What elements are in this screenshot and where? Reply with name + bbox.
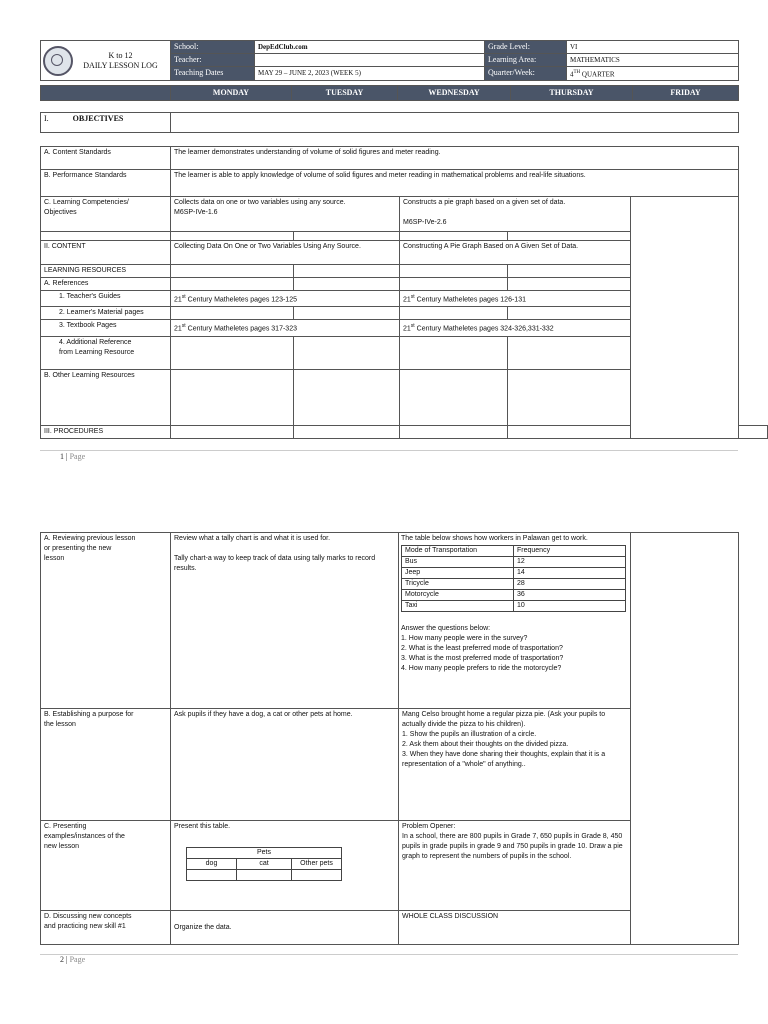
- objectives-content-cell: [171, 113, 739, 133]
- day-friday: FRIDAY: [633, 86, 739, 101]
- competencies-monday: Collects data on one or two variables using any source. M6SP-IVe-1.6: [171, 197, 400, 232]
- content-wednesday: Constructing A Pie Graph Based on A Given Set of Data.: [400, 241, 631, 265]
- discussing-wednesday: WHOLE CLASS DISCUSSION: [399, 911, 631, 945]
- discussing-label: D. Discussing new concepts and practicing new skill #1: [41, 911, 171, 945]
- days-corner: [41, 86, 171, 101]
- transport-table: [401, 545, 626, 612]
- lm-mon: [171, 307, 294, 320]
- day-monday: MONDAY: [171, 86, 292, 101]
- days-header: [40, 85, 739, 101]
- ref-mon: [171, 278, 294, 291]
- transport-frequency: 36: [514, 590, 626, 601]
- pr-tue: [294, 425, 400, 438]
- competencies-spacer-thu: [508, 232, 631, 241]
- table-row: [402, 568, 626, 579]
- textbook-pages-wednesday: 21st Century Matheletes pages 324-326,331-332: [400, 320, 631, 336]
- ar-thu: [508, 336, 631, 369]
- header-block: [40, 40, 739, 81]
- page2-main: [40, 532, 739, 945]
- competencies-spacer: [41, 232, 171, 241]
- dates-value: MAY 29 – JUNE 2, 2023 (WEEK 5): [255, 67, 485, 81]
- page2-footer-rule: [40, 954, 738, 955]
- grade-label: Grade Level:: [485, 41, 567, 54]
- teachers-guides-wednesday: 21st Century Matheletes pages 126-131: [400, 291, 631, 307]
- header-title-line1: K to 12: [108, 50, 133, 60]
- teacher-value: [255, 54, 485, 67]
- performance-standards-label: B. Performance Standards: [41, 170, 171, 197]
- page2-friday-column: [631, 533, 739, 945]
- content-monday: Collecting Data On One or Two Variables Using Any Source.: [171, 241, 400, 265]
- presenting-monday-text: Present this table.: [174, 823, 231, 830]
- transport-mode: Taxi: [402, 601, 514, 612]
- pr-thu: [508, 425, 631, 438]
- or-thu: [508, 369, 631, 425]
- transport-header-mode: Mode of Transportation: [402, 546, 514, 557]
- day-tuesday: TUESDAY: [292, 86, 398, 101]
- pets-cell: [292, 870, 342, 881]
- other-resources-label: B. Other Learning Resources: [41, 369, 171, 425]
- table-row: [402, 557, 626, 568]
- ar-tue: [294, 336, 400, 369]
- textbook-pages-label: 3. Textbook Pages: [41, 320, 171, 336]
- purpose-label: B. Establishing a purpose for the lesson: [41, 709, 171, 821]
- pets-title: Pets: [187, 848, 342, 859]
- objectives-table: [40, 112, 739, 133]
- learners-material-label: 2. Learner's Material pages: [41, 307, 171, 320]
- or-mon: [171, 369, 294, 425]
- procedures-label: III. PROCEDURES: [41, 425, 171, 438]
- objectives-section: [40, 112, 739, 133]
- lr-wed: [400, 265, 508, 278]
- area-value: MATHEMATICS: [567, 54, 739, 67]
- presenting-wednesday: Problem Opener: In a school, there are 800 pupils in Grade 7, 650 pupils in Grade 8, 450 pupils in grade pupils in grade 9 and 750 pupils in grade 10. Draw a pie graph to represent the numbers of pupils in the school.: [399, 821, 631, 911]
- content-standards-text: The learner demonstrates understanding of volume of solid figures and meter reading.: [171, 147, 739, 170]
- transport-mode: Motorcycle: [402, 590, 514, 601]
- quarter-value: 4TH QUARTER: [567, 67, 739, 81]
- lr-thu: [508, 265, 631, 278]
- teachers-guides-monday: 21st Century Matheletes pages 123-125: [171, 291, 400, 307]
- transport-mode: Bus: [402, 557, 514, 568]
- lr-mon: [171, 265, 294, 278]
- lm-wed: [400, 307, 508, 320]
- transport-mode: Tricycle: [402, 579, 514, 590]
- table-row: [402, 590, 626, 601]
- school-value: DepEdClub.com: [255, 41, 485, 54]
- purpose-wednesday: Mang Celso brought home a regular pizza pie. (Ask your pupils to actually divide the pizza to his children). 1. Show the pupils an illustration of a circle. 2. Ask them about their thoughts on the divided pizza. 3. When they have done sharing their thoughts, explain that it is a representation of a "whole" of anything..: [399, 709, 631, 821]
- deped-seal-icon: [43, 46, 73, 76]
- transport-frequency: 12: [514, 557, 626, 568]
- discussing-monday: Organize the data.: [171, 911, 399, 945]
- page1-table: [40, 146, 768, 439]
- ref-thu: [508, 278, 631, 291]
- pets-header-cat: cat: [237, 859, 292, 870]
- page2-footer: 2 | Page: [60, 955, 86, 964]
- ar-wed: [400, 336, 508, 369]
- pets-header-other: Other pets: [292, 859, 342, 870]
- purpose-monday: Ask pupils if they have a dog, a cat or other pets at home.: [171, 709, 399, 821]
- reviewing-label: A. Reviewing previous lesson or presenting the new lesson: [41, 533, 171, 709]
- competencies-label: C. Learning Competencies/ Objectives: [41, 197, 171, 232]
- competencies-spacer-mon: [171, 232, 294, 241]
- teachers-guides-label: 1. Teacher's Guides: [41, 291, 171, 307]
- pr-fri: [739, 425, 768, 438]
- references-label: A. References: [41, 278, 171, 291]
- day-thursday: THURSDAY: [511, 86, 633, 101]
- header-title-line2: DAILY LESSON LOG: [83, 60, 158, 70]
- lm-tue: [294, 307, 400, 320]
- ar-mon: [171, 336, 294, 369]
- textbook-pages-monday: 21st Century Matheletes pages 317-323: [171, 320, 400, 336]
- pets-table: [186, 847, 342, 881]
- presenting-label: C. Presenting examples/instances of the new lesson: [41, 821, 171, 911]
- dates-label: Teaching Dates: [171, 67, 255, 81]
- page1-footer-rule: [40, 450, 738, 451]
- header-table: [40, 40, 739, 81]
- or-wed: [400, 369, 508, 425]
- pets-cell: [187, 870, 237, 881]
- pets-cell: [237, 870, 292, 881]
- content-standards-label: A. Content Standards: [41, 147, 171, 170]
- content-label: II. CONTENT: [41, 241, 171, 265]
- teacher-label: Teacher:: [171, 54, 255, 67]
- ref-wed: [400, 278, 508, 291]
- days-table: [40, 85, 739, 101]
- transport-frequency: 10: [514, 601, 626, 612]
- page1-main: [40, 146, 768, 439]
- pr-wed: [400, 425, 508, 438]
- transport-questions: Answer the questions below: 1. How many people were in the survey? 2. What is the least preferred mode of trasportation? 3. What is the most preferred mode of trasportation? 4. How many people prefers to ride the motorcycle?: [401, 625, 564, 672]
- page1-footer: 1 | Page: [60, 452, 86, 461]
- day-wednesday: WEDNESDAY: [398, 86, 511, 101]
- competencies-wednesday: Constructs a pie graph based on a given set of data. M6SP-IVe-2.6: [400, 197, 631, 232]
- pets-header-dog: dog: [187, 859, 237, 870]
- reviewing-wednesday: [399, 533, 631, 709]
- transport-frequency: 14: [514, 568, 626, 579]
- pr-mon: [171, 425, 294, 438]
- additional-ref-label: 4. Additional Reference from Learning Resource: [41, 336, 171, 369]
- transport-intro: The table below shows how workers in Palawan get to work.: [401, 535, 588, 542]
- quarter-label: Quarter/Week:: [485, 67, 567, 81]
- presenting-monday: [171, 821, 399, 911]
- transport-frequency: 28: [514, 579, 626, 590]
- or-tue: [294, 369, 400, 425]
- learning-resources-label: LEARNING RESOURCES: [41, 265, 171, 278]
- school-label: School:: [171, 41, 255, 54]
- lm-thu: [508, 307, 631, 320]
- table-row: [402, 579, 626, 590]
- grade-value: VI: [567, 41, 739, 54]
- reviewing-monday: Review what a tally chart is and what it is used for. Tally chart-a way to keep track of data using tally marks to record results.: [171, 533, 399, 709]
- lr-tue: [294, 265, 400, 278]
- competencies-spacer-wed: [400, 232, 508, 241]
- objectives-label-cell: I. OBJECTIVES: [41, 113, 171, 133]
- table-row: [402, 601, 626, 612]
- transport-mode: Jeep: [402, 568, 514, 579]
- friday-column: [631, 197, 739, 439]
- area-label: Learning Area:: [485, 54, 567, 67]
- transport-header-frequency: Frequency: [514, 546, 626, 557]
- competencies-spacer-tue: [294, 232, 400, 241]
- header-title-cell: [41, 41, 171, 81]
- page2-table: [40, 532, 739, 945]
- performance-standards-text: The learner is able to apply knowledge of volume of solid figures and meter reading in mathematical problems and real-life situations.: [171, 170, 739, 197]
- ref-tue: [294, 278, 400, 291]
